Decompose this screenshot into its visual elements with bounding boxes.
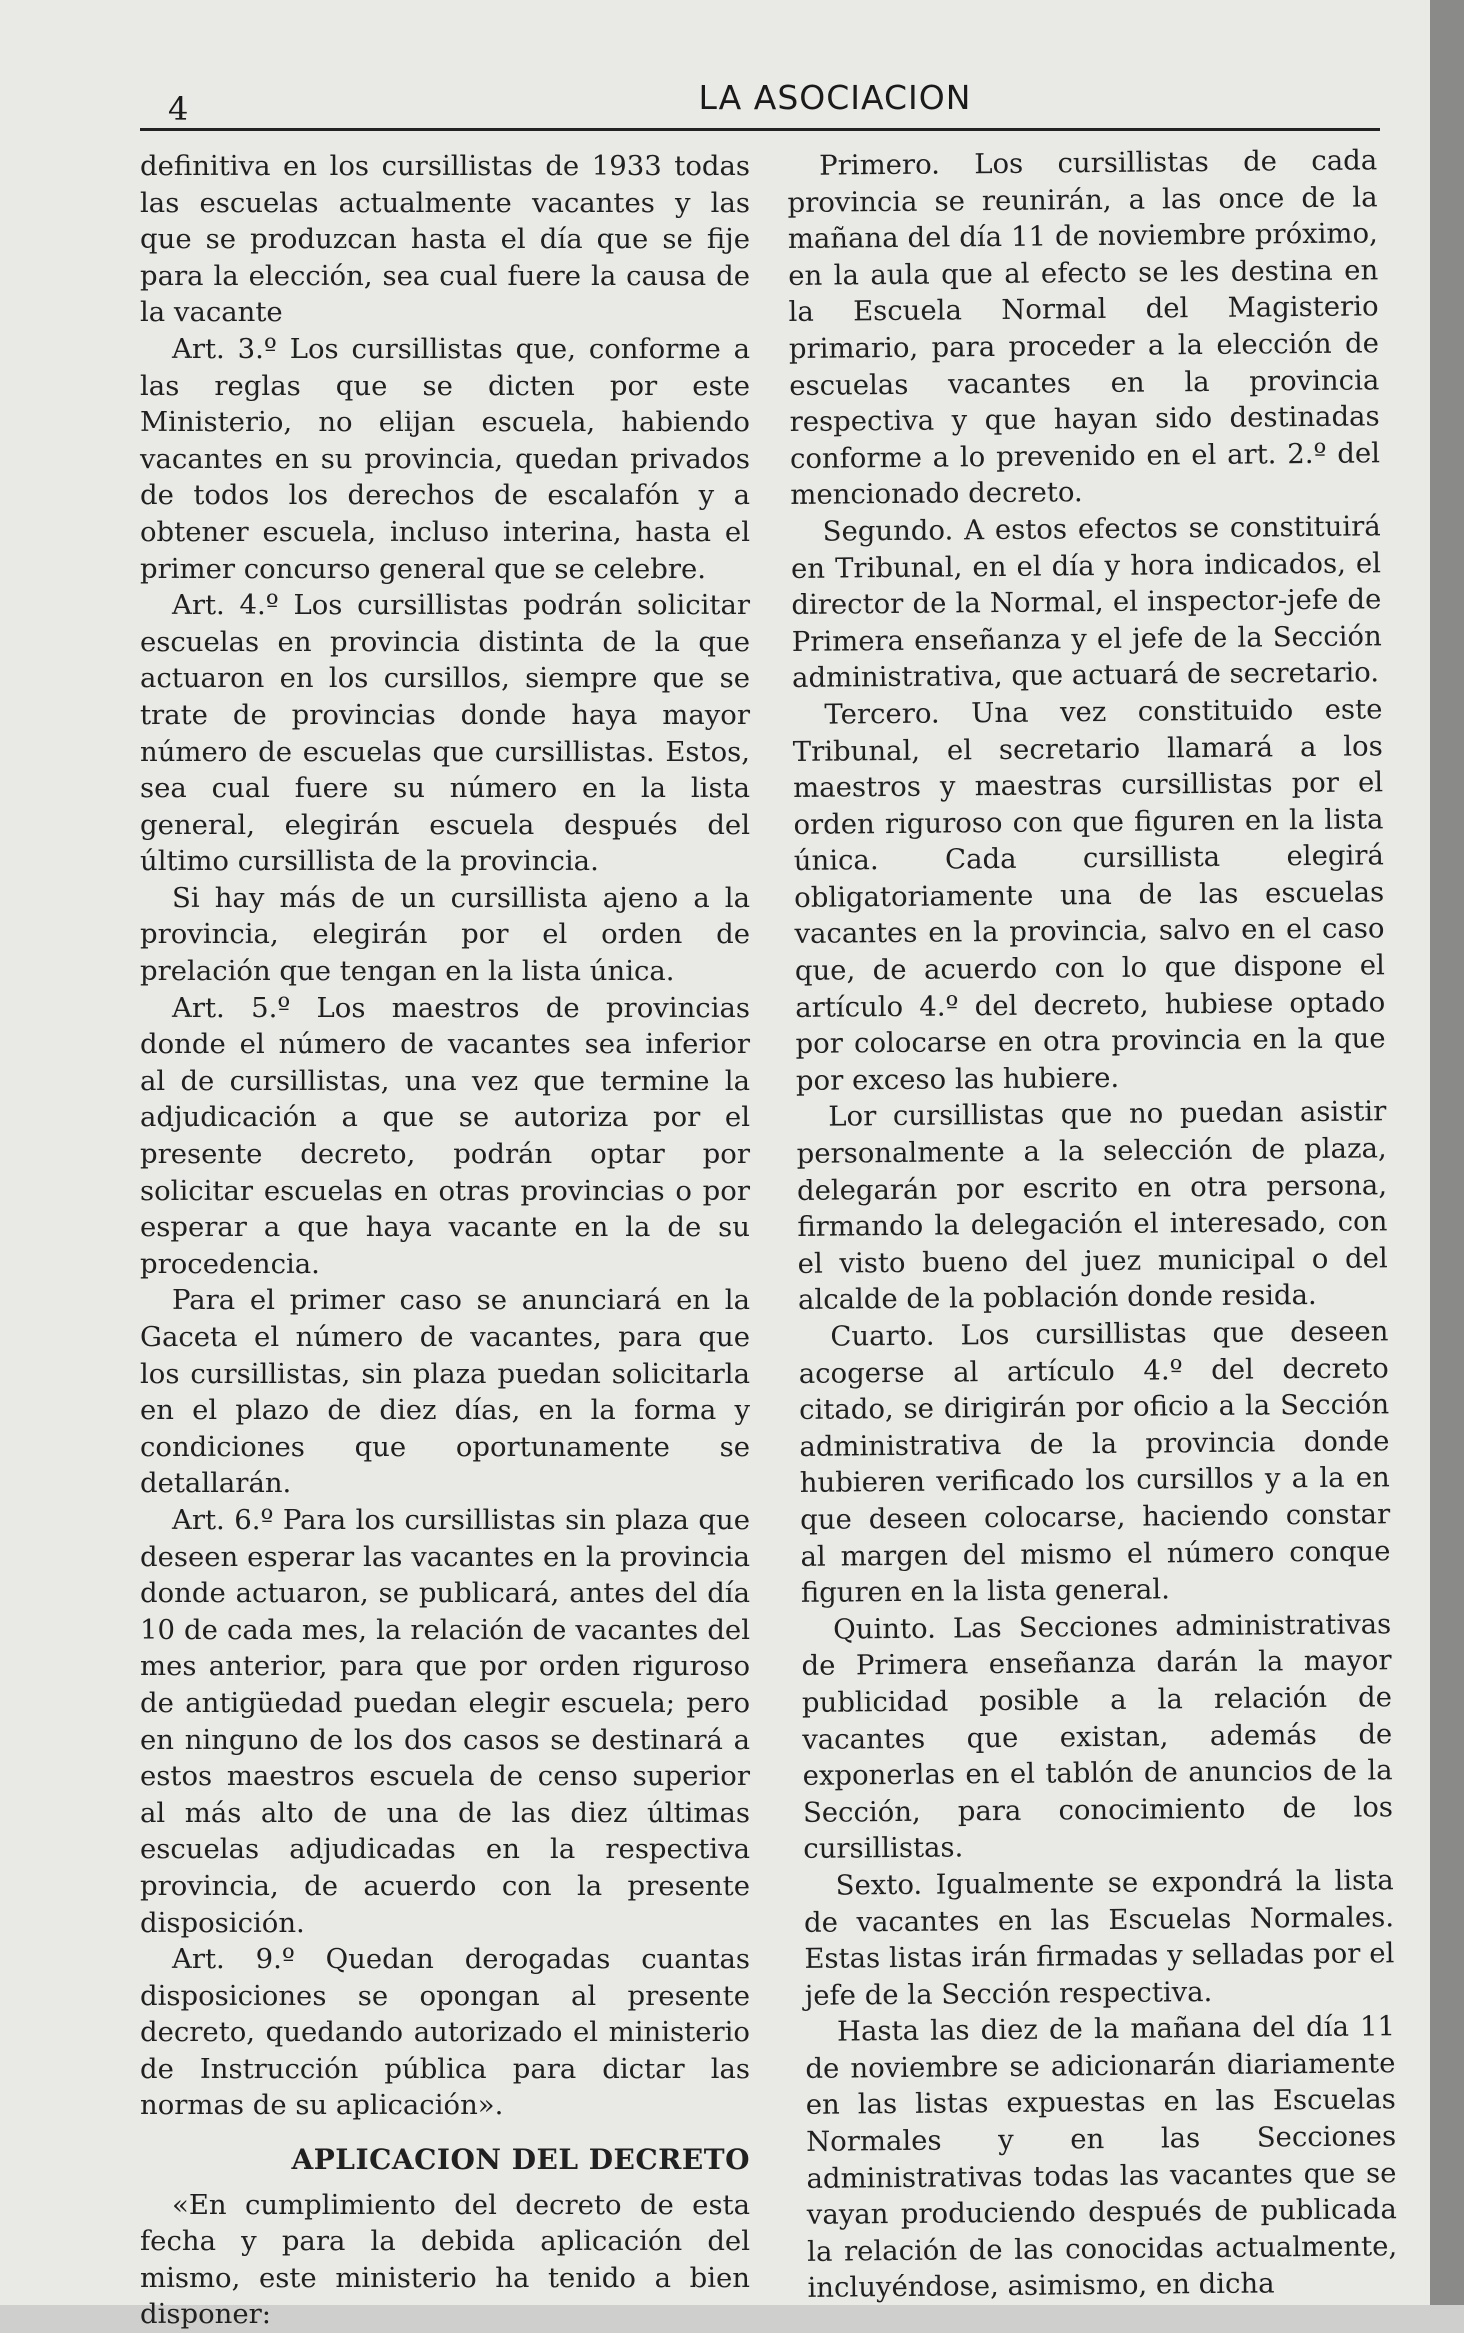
paragraph: Lor cursillistas que no puedan asistir personalmente a la selección de plaza, delegarán por escrito en otra persona, firmando la delegación el interesado, con el visto bueno del juez municipal o del alcalde de la población donde resida. [796,1095,1388,1317]
paragraph: Sexto. Igualmente se expondrá la lista de vacantes en las Escuelas Normales. Estas listas irán firmadas y selladas por el jefe de la Sección respectiva. [803,1864,1395,2012]
left-column [140,148,750,2333]
paragraph: Quinto. Las Secciones administrativas de Primera enseñanza darán la mayor publicidad posible a la relación de vacantes que existan, además de exponerlas en el tablón de anuncios de la Sección, para conocimiento de los cursillistas. [801,1608,1394,1866]
paragraph: Art. 4.º Los cursillistas podrán solicitar escuelas en provincia distinta de la que actuaron en los cursillos, siempre que se trate de provincias donde haya mayor número de escuelas que cursillistas. Estos, sea cual fuere su número en la lista general, elegirán escuela después del último cursillista de la provincia. [140,589,750,878]
right-column [787,142,1398,2307]
paragraph: Para el primer caso se anunciará en la Gaceta el número de vacantes, para que los cursillistas, sin plaza puedan solicitarla en el plazo de diez días, en la forma y condiciones que oportunamente se detallarán. [140,1284,750,1500]
header-rule [140,128,1380,131]
paragraph: Art. 6.º Para los cursillistas sin plaza que deseen esperar las vacantes en la provincia donde actuaron, se publicará, antes del día 10 de cada mes, la relación de vacantes del mes anterior, para que por orden riguroso de antigüedad puedan elegir escuela; pero en ninguno de los dos casos se destinará a estos maestros escuela de censo superior al más alto de una de las diez últimas escuelas adjudicadas en la respectiva provincia, de acuerdo con la presente disposición. [140,1503,750,1939]
paragraph: «En cumplimiento del decreto de esta fecha y para la debida aplicación del mismo, este ministerio ha tenido a bien disponer: [140,2188,750,2331]
paragraph: Tercero. Una vez constituido este Tribunal, el secretario llamará a los maestros y maestras cursillistas por el orden riguroso con que figuren en la lista única. Cada cursillista elegirá obligatoriamente una de las escuelas vacantes en la provincia, salvo en el caso que, de acuerdo con lo que dispone el artículo 4.º del decreto, hubiese optado por colocarse en otra provincia en la que por exceso las hubiere. [792,693,1386,1097]
paragraph: Hasta las diez de la mañana del día 11 de noviembre se adicionarán diariamente en las listas expuestas en las Escuelas Normales y en las Secciones administrativas todas las vacantes que se vayan produciendo después de publicada la relación de las conocidas actualmente, incluyéndose, asimismo, en dicha [805,2010,1398,2305]
journal-title: LA ASOCIACION [698,78,972,117]
paragraph: Art. 9.º Quedan derogadas cuantas disposiciones se opongan al presente decreto, quedando autorizado el ministerio de Instrucción pública para dictar las normas de su aplicación». [140,1943,750,2122]
paragraph: Art. 3.º Los cursillistas que, conforme a las reglas que se dicten por este Ministerio, no elijan escuela, habiendo vacantes en su provincia, quedan privados de todos los derechos de escalafón y a obtener escuela, incluso interina, hasta el primer concurso general que se celebre. [140,332,750,585]
page-edge [1430,0,1464,2305]
paragraph: definitiva en los cursillistas de 1933 todas las escuelas actualmente vacantes y las que se produzcan hasta el día que se fije para la elección, sea cual fuere la causa de la vacante [140,150,750,329]
paragraph: Cuarto. Los cursillistas que deseen acogerse al artículo 4.º del decreto citado, se dirigirán por oficio a la Sección administrativa de la provincia donde hubieren verificado los cursillos y a la en que deseen colocarse, haciendo constar al margen del mismo el número conque figuren en la lista general. [798,1315,1391,1610]
page-number: 4 [168,90,189,128]
paragraph: Si hay más de un cursillista ajeno a la provincia, elegirán por el orden de prelación que tengan en la lista única. [140,881,750,988]
paragraph: Primero. Los cursillistas de cada provincia se reunirán, a las once de la mañana del día 11 de noviembre próximo, en la aula que al efecto se les destina en la Escuela Normal del Magisterio primario, para proceder a la elección de escuelas vacantes en la provincia respectiva y que hayan sido destinadas conforme a lo prevenido en el art. 2.º del mencionado decreto. [787,144,1381,512]
paragraph: Segundo. A estos efectos se constituirá en Tribunal, en el día y hora indicados, el director de la Normal, el inspector-jefe de Primera enseñanza y el jefe de la Sección administrativa, que actuará de secretario. [790,510,1382,695]
section-heading: APLICACION DEL DECRETO [291,2143,750,2177]
paragraph: Art. 5.º Los maestros de provincias donde el número de vacantes sea inferior al de cursillistas, una vez que termine la adjudicación a que se autoriza por el presente decreto, podrán optar por solicitar escuelas en otras provincias o por esperar a que haya vacante en la de su procedencia. [140,991,750,1280]
page-header [140,78,1380,138]
